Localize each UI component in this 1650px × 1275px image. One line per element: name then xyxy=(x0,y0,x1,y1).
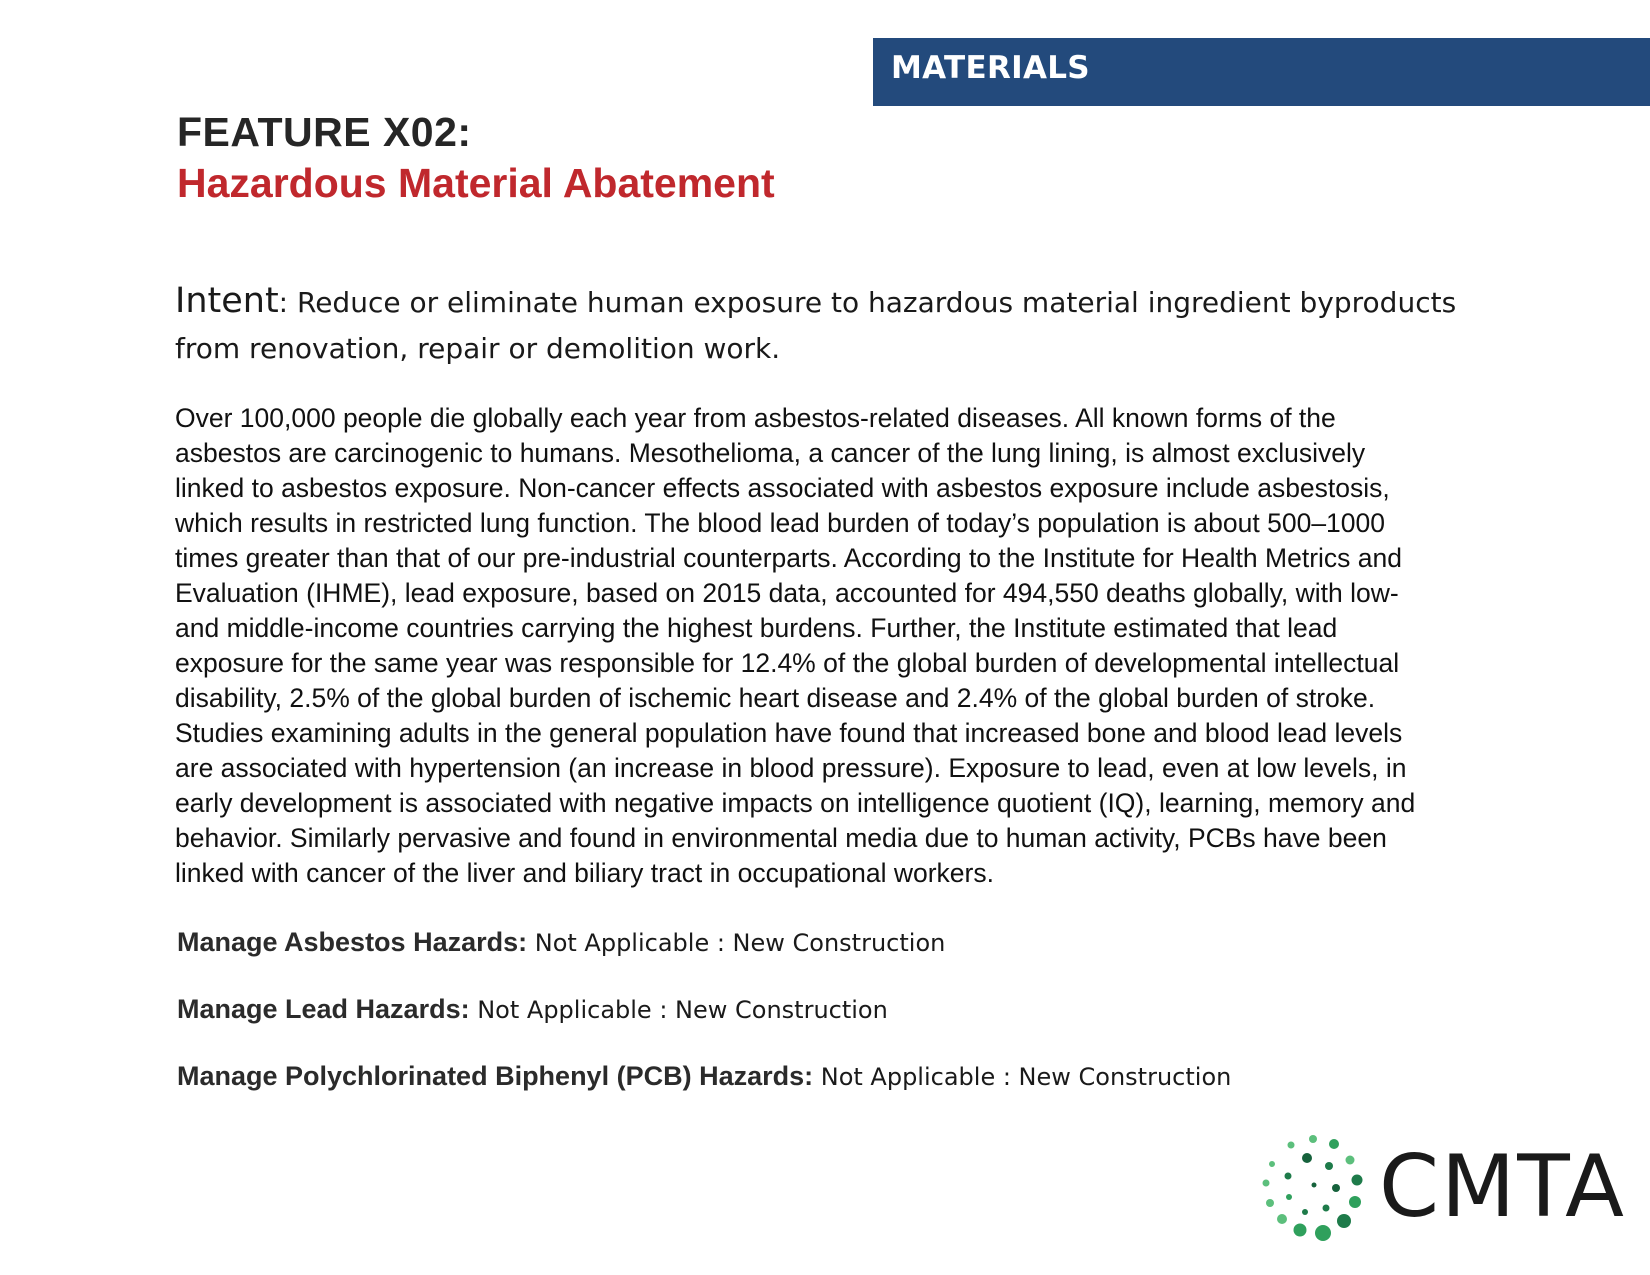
body-line: behavior. Similarly pervasive and found in environmental media due to human activity, PCBs have been xyxy=(175,823,1387,853)
requirement-label: Manage Asbestos Hazards: xyxy=(177,927,528,957)
body-line: early development is associated with negative impacts on intelligence quotient (IQ), learning, memory and xyxy=(175,788,1416,818)
intent-statement xyxy=(175,278,1475,372)
dot-circle-logo-icon xyxy=(1258,1133,1368,1243)
body-paragraph xyxy=(175,401,1535,891)
body-line: and middle-income countries carrying the highest burdens. Further, the Institute estimated that lead xyxy=(175,613,1338,643)
requirement-value: Not Applicable : New Construction xyxy=(813,1063,1232,1091)
requirement-value: Not Applicable : New Construction xyxy=(527,929,946,957)
logo-wordmark: CMTA xyxy=(1379,1137,1626,1237)
intent-label: Intent xyxy=(175,281,279,321)
body-line: linked to asbestos exposure. Non-cancer effects associated with asbestos exposure include asbestosis, xyxy=(175,473,1390,503)
feature-label: FEATURE X02: xyxy=(177,109,472,155)
body-line: which results in restricted lung function. The blood lead burden of today’s population is about 500–1000 xyxy=(175,508,1386,538)
body-line: Evaluation (IHME), lead exposure, based on 2015 data, accounted for 494,550 deaths globally, with low- xyxy=(175,578,1399,608)
section-title: MATERIALS xyxy=(891,50,1090,86)
feature-title: Hazardous Material Abatement xyxy=(177,160,775,206)
section-banner xyxy=(873,38,1650,106)
requirement-lead xyxy=(177,994,888,1025)
body-line: times greater than that of our pre-industrial counterparts. According to the Institute for Health Metrics and xyxy=(175,543,1402,573)
body-line: Studies examining adults in the general population have found that increased bone and blood lead levels xyxy=(175,718,1403,748)
requirement-label: Manage Polychlorinated Biphenyl (PCB) Hazards: xyxy=(177,1061,814,1091)
body-line: disability, 2.5% of the global burden of ischemic heart disease and 2.4% of the global burden of stroke. xyxy=(175,683,1376,713)
cmta-logo xyxy=(1258,1133,1626,1243)
requirement-pcb xyxy=(177,1061,1231,1092)
body-line: exposure for the same year was responsible for 12.4% of the global burden of developmental intellectual xyxy=(175,648,1400,678)
requirement-label: Manage Lead Hazards: xyxy=(177,994,470,1024)
body-line: are associated with hypertension (an increase in blood pressure). Exposure to lead, even at low levels, in xyxy=(175,753,1407,783)
intent-separator: : xyxy=(278,286,289,319)
intent-text: Reduce or eliminate human exposure to hazardous material ingredient byproducts from renovation, repair or demolition work. xyxy=(175,286,1457,365)
requirement-value: Not Applicable : New Construction xyxy=(469,996,888,1024)
requirement-asbestos xyxy=(177,927,945,958)
body-line: linked with cancer of the liver and biliary tract in occupational workers. xyxy=(175,858,994,888)
body-line: asbestos are carcinogenic to humans. Mesothelioma, a cancer of the lung lining, is almost exclusively xyxy=(175,438,1366,468)
body-line: Over 100,000 people die globally each year from asbestos-related diseases. All known forms of the xyxy=(175,403,1336,433)
